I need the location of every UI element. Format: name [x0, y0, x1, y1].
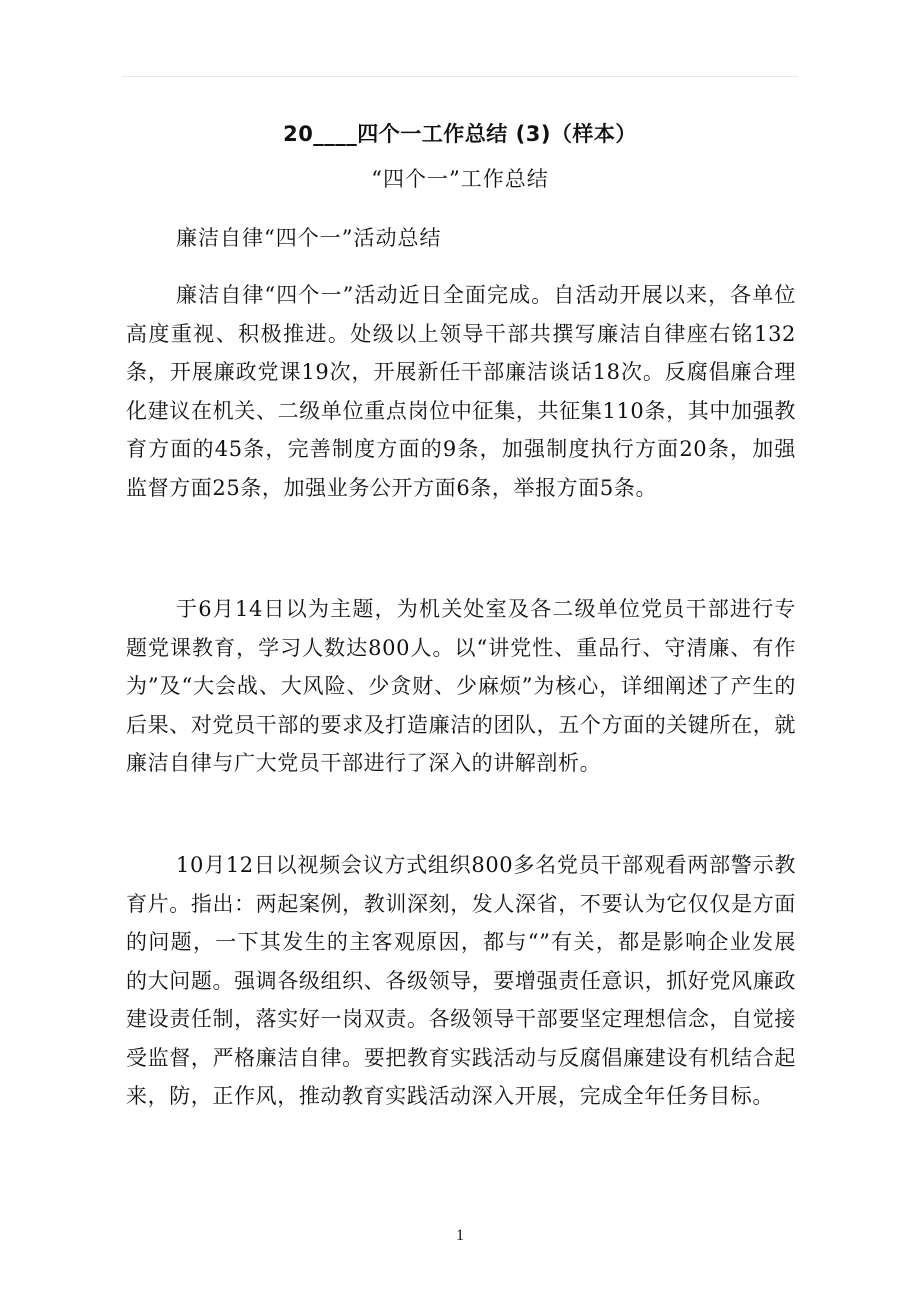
body-paragraph: 10月12日以视频会议方式组织800多名党员干部观看两部警示教育片。指出：两起案例，教训深刻，发人深省，不要认为它仅仅是方面的问题，一下其发生的主客观原因，都与“”有关，都是影响企业发展的大问题。强调各级组织、各级领导，要增强责任意识，抓好党风廉政建设责任制，落实好一岗双责。各级领导干部要坚定理想信念，自觉接受监督，严格廉洁自律。要把教育实践活动与反腐倡廉建设有机结合起来，防，正作风，推动教育实践活动深入开展，完成全年任务目标。 [126, 853, 796, 1108]
document-title: 20____四个一工作总结 (3)（样本） [283, 122, 637, 146]
body-paragraph: 廉洁自律“四个一”活动近日全面完成。自活动开展以来，各单位高度重视、积极推进。处级以上领导干部共撰写廉洁自律座右铭132条，开展廉政党课19次，开展新任干部廉洁谈话18次。反腐倡廉合理化建议在机关、二级单位重点岗位中征集，共征集110条，其中加强教育方面的45条，完善制度方面的9条，加强制度执行方面20条，加强监督方面25条，加强业务公开方面6条，举报方面5条。 [126, 283, 796, 500]
page-number: 1 [456, 1227, 464, 1244]
body-paragraph: 于6月14日以为主题，为机关处室及各二级单位党员干部进行专题党课教育，学习人数达800人。以“讲党性、重品行、守清廉、有作为”及“大会战、大风险、少贪财、少麻烦”为核心，详细阐述了产生的后果、对党员干部的要求及打造廉洁的团队，五个方面的关键所在，就廉洁自律与广大党员干部进行了深入的讲解剖析。 [126, 597, 796, 775]
header-divider [122, 76, 798, 77]
section-heading: 廉洁自律“四个一”活动总结 [176, 226, 442, 250]
document-subtitle: “四个一”工作总结 [371, 167, 549, 191]
